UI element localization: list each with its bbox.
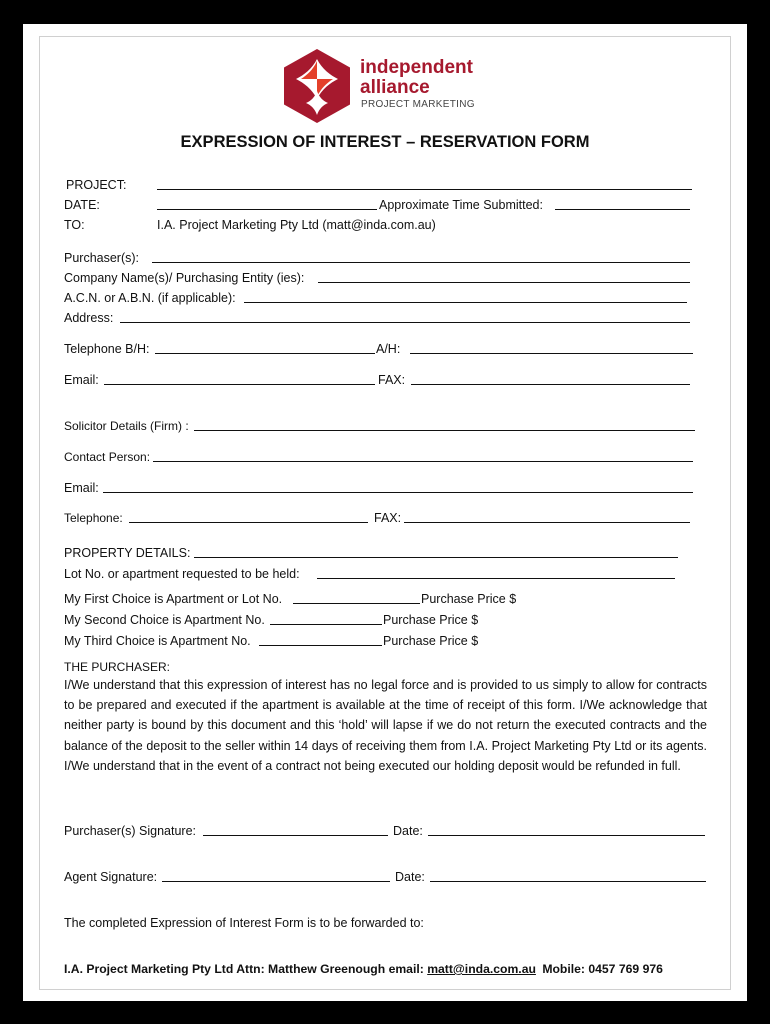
footer-contact: I.A. Project Marketing Pty Ltd Attn: Matthew Greenough email: [64,962,424,976]
the-purchaser-heading: THE PURCHASER: [64,660,171,674]
approx-time-field[interactable] [555,198,690,210]
footer-email-link[interactable]: matt@inda.com.au [427,962,536,976]
purchaser-paragraph: I/We understand that this expression of interest has no legal force and is provided to us simply to allow for contracts to be prepared and executed if the apartment is available at the time of receipt of this form. I/We acknowledge that neither party is bound by this document and this ‘hold’ will lapse if we do not return the executed contracts and the balance of the deposit to the seller within 14 days of receiving them from I.A. Project Marketing Pty Ltd or its agents. I/We understand that in the event of a contract not being executed our holding deposit would be refunded in full. [64,678,707,773]
solicitor-fax-field[interactable] [404,511,690,523]
acn-field[interactable] [244,291,687,303]
date-field[interactable] [157,198,377,210]
purchaser-date-label: Date: [393,824,423,838]
contact-person-field[interactable] [153,450,693,462]
second-price-label: Purchase Price $ [383,613,479,627]
third-price-label: Purchase Price $ [383,634,479,648]
solicitor-telephone-field[interactable] [129,511,368,523]
brand-name-line2: alliance [360,77,430,98]
footer-line [64,962,663,977]
ah-label: A/H: [376,342,401,356]
approx-time-label: Approximate Time Submitted: [379,198,543,212]
purchaser-signature-field[interactable] [203,824,388,836]
second-choice-field[interactable] [270,613,382,625]
email-field[interactable] [104,373,375,385]
purchaser-date-field[interactable] [428,824,705,836]
date-label: DATE: [64,198,100,212]
forward-text: The completed Expression of Interest Form is to be forwarded to: [64,916,424,930]
contact-person-label: Contact Person: [64,450,151,464]
company-field[interactable] [318,271,690,283]
first-choice-field[interactable] [293,592,420,604]
solicitor-fax-label: FAX: [374,511,402,525]
agent-date-field[interactable] [430,870,706,882]
fax-field[interactable] [411,373,690,385]
property-details-label: PROPERTY DETAILS: [64,546,191,560]
third-choice-label: My Third Choice is Apartment No. [64,634,251,648]
third-choice-field[interactable] [259,634,382,646]
company-label: Company Name(s)/ Purchasing Entity (ies): [64,271,305,285]
first-choice-label: My First Choice is Apartment or Lot No. [64,592,283,606]
purchasers-field[interactable] [152,251,690,263]
brand-tagline: PROJECT MARKETING [361,99,475,110]
solicitor-email-field[interactable] [103,481,693,493]
address-field[interactable] [120,311,690,323]
brand-logo-icon [284,49,350,123]
solicitor-email-label: Email: [64,481,99,495]
solicitor-label: Solicitor Details (Firm) : [64,419,189,433]
footer-mobile: Mobile: 0457 769 976 [542,962,663,976]
telephone-bh-field[interactable] [155,342,375,354]
agent-date-label: Date: [395,870,425,884]
solicitor-telephone-label: Telephone: [64,511,123,525]
project-field[interactable] [157,178,692,190]
lot-field[interactable] [317,567,675,579]
telephone-bh-label: Telephone B/H: [64,342,150,356]
acn-label: A.C.N. or A.B.N. (if applicable): [64,291,236,305]
purchasers-label: Purchaser(s): [64,251,140,265]
property-details-field[interactable] [194,546,678,558]
lot-label: Lot No. or apartment requested to be held: [64,567,300,581]
to-value: I.A. Project Marketing Pty Ltd (matt@inda.com.au) [157,218,436,232]
project-label: PROJECT: [66,178,127,192]
to-label: TO: [64,218,85,232]
email-label: Email: [64,373,99,387]
agent-signature-label: Agent Signature: [64,870,158,884]
address-label: Address: [64,311,114,325]
solicitor-field[interactable] [194,419,695,431]
first-price-label: Purchase Price $ [421,592,517,606]
fax-label: FAX: [378,373,406,387]
brand-name-line1: independent [360,57,473,78]
form-title: EXPRESSION OF INTEREST – RESERVATION FORM [180,133,590,151]
second-choice-label: My Second Choice is Apartment No. [64,613,265,627]
agent-signature-field[interactable] [162,870,390,882]
purchaser-signature-label: Purchaser(s) Signature: [64,824,197,838]
ah-field[interactable] [410,342,693,354]
